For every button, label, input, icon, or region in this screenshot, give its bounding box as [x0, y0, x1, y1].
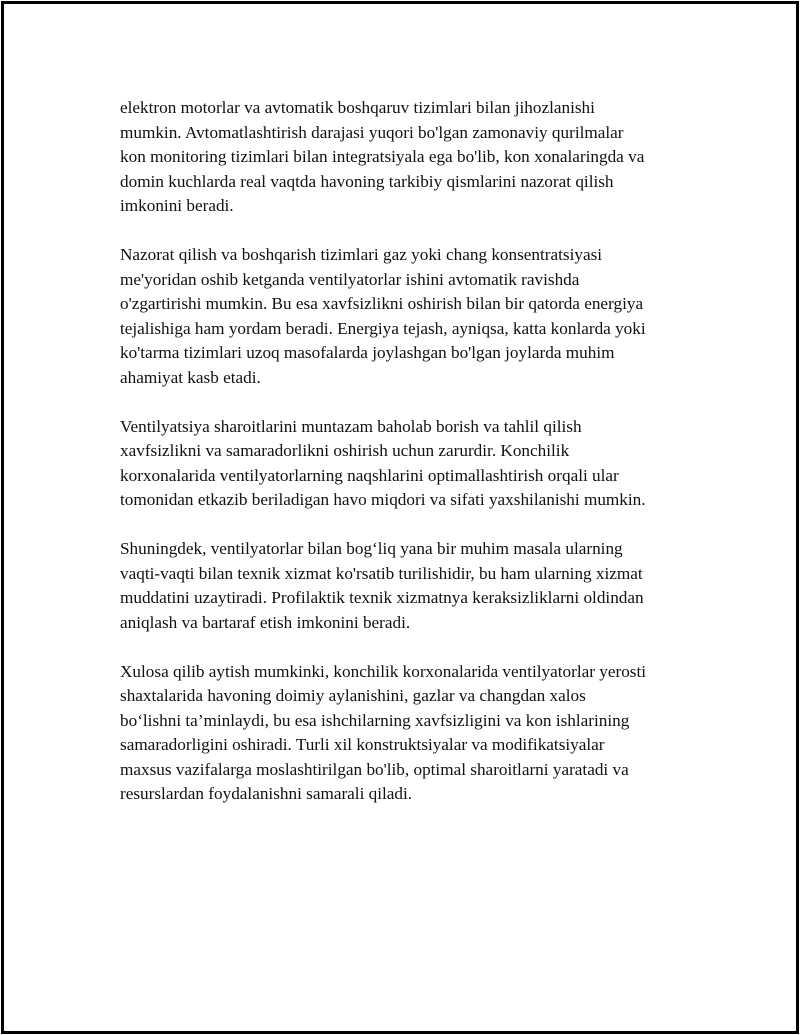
text-line: Shuningdek, ventilyatorlar bilan bog‘liq yana bir muhim masala ularning [120, 539, 623, 558]
document-body [120, 96, 700, 831]
text-line: ahamiyat kasb etadi. [120, 367, 261, 387]
paragraph-4 [120, 537, 700, 635]
text-line: elektron motorlar va avtomatik boshqaruv tizimlari bilan jihozlanishi [120, 98, 595, 117]
text-line: samaradorligini oshiradi. Turli xil konstruktsiyalar va modifikatsiyalar [120, 735, 605, 754]
paragraph-5 [120, 660, 700, 807]
document-page [1, 1, 799, 1034]
text-line: Xulosa qilib aytish mumkinki, konchilik korxonalarida ventilyatorlar yerosti [120, 661, 647, 681]
text-line: Ventilyatsiya sharoitlarini muntazam baholab borish va tahlil qilish [120, 416, 582, 436]
text-line: ko'tarma tizimlari uzoq masofalarda joylashgan bo'lgan joylarda muhim [120, 343, 615, 362]
text-line: o'zgartirishi mumkin. Bu esa xavfsizlikni oshirish bilan bir qatorda energiya [120, 294, 644, 313]
text-line: muddatini uzaytiradi. Profilaktik texnik xizmatnya keraksizliklarni oldindan [120, 588, 644, 607]
text-line: maxsus vazifalarga moslashtirilgan bo'lib, optimal sharoitlarni yaratadi va [120, 759, 629, 779]
paragraph-3 [120, 415, 700, 513]
text-line: imkonini beradi. [120, 196, 234, 215]
text-line: bo‘lishni ta’minlaydi, bu esa ishchilarning xavfsizligini va kon ishlarining [120, 710, 630, 730]
paragraph-1 [120, 96, 700, 219]
text-line: korxonalarida ventilyatorlarning naqshlarini optimallashtirish orqali ular [120, 465, 619, 485]
text-line: resurslardan foydalanishni samarali qiladi. [120, 784, 413, 803]
paragraph-2 [120, 243, 700, 390]
text-line: tomonidan etkazib beriladigan havo miqdori va sifati yaxshilanishi mumkin. [120, 490, 646, 509]
text-line: kon monitoring tizimlari bilan integratsiyala ega bo'lib, kon xonalaringda va [120, 147, 645, 166]
text-line: tejalishiga ham yordam beradi. Energiya tejash, ayniqsa, katta konlarda yoki [120, 318, 646, 338]
text-line: shaxtalarida havoning doimiy aylanishini, gazlar va changdan xalos [120, 686, 586, 705]
text-line: xavfsizlikni va samaradorlikni oshirish uchun zarurdir. Konchilik [120, 441, 570, 460]
text-line: vaqti-vaqti bilan texnik xizmat ko'rsatib turilishidir, bu ham ularning xizmat [120, 563, 643, 583]
text-line: Nazorat qilish va boshqarish tizimlari gaz yoki chang konsentratsiyasi [120, 245, 603, 264]
text-line: domin kuchlarda real vaqtda havoning tarkibiy qismlarini nazorat qilish [120, 171, 614, 191]
text-line: mumkin. Avtomatlashtirish darajasi yuqori bo'lgan zamonaviy qurilmalar [120, 122, 624, 142]
text-line: me'yoridan oshib ketganda ventilyatorlar ishini avtomatik ravishda [120, 269, 580, 289]
text-line: aniqlash va bartaraf etish imkonini beradi. [120, 612, 411, 632]
